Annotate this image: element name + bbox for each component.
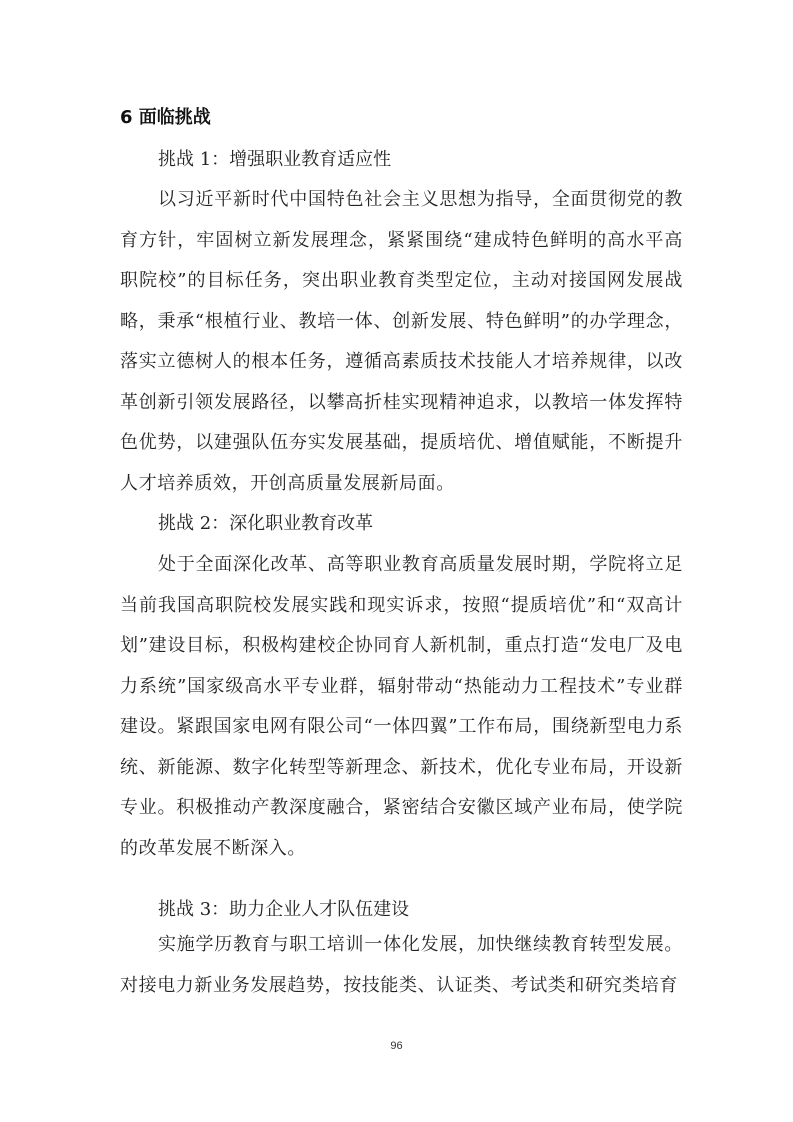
challenge-3-body: 实施学历教育与职工培训一体化发展，加快继续教育转型发展。对接电力新业务发展趋势，按技能类、认证类、考试类和研究类培育 <box>120 934 683 996</box>
challenge-2-title: 挑战 2：深化职业教育改革 <box>158 513 374 534</box>
page-number: 96 <box>390 1040 403 1052</box>
section-heading: 6 面临挑战 <box>120 107 211 128</box>
challenge-1-title: 挑战 1：增强职业教育适应性 <box>158 149 392 170</box>
challenge-3-title: 挑战 3：助力企业人才队伍建设 <box>158 899 410 920</box>
challenge-2-body: 处于全面深化改革、高等职业教育高质量发展时期，学院将立足当前我国高职院校发展实践和现实诉求，按照“提质培优”和“双高计划”建设目标，积极构建校企协同育人新机制，重点打造“发电厂及电力系统”国家级高水平专业群，辐射带动“热能动力工程技术”专业群建设。紧跟国家电网有限公司“一体四翼”工作布局，围绕新型电力系统、新能源、数字化转型等新理念、新技术，优化专业布局，开设新专业。积极推动产教深度融合，紧密结合安徽区域产业布局，使学院的改革发展不断深入。 <box>120 554 683 859</box>
challenge-1-body: 以习近平新时代中国特色社会主义思想为指导，全面贯彻党的教育方针，牢固树立新发展理念，紧紧围绕“建成特色鲜明的高水平高职院校”的目标任务，突出职业教育类型定位，主动对接国网发展战略，秉承“根植行业、教培一体、创新发展、特色鲜明”的办学理念，落实立德树人的根本任务，遵循高素质技术技能人才培养规律，以改革创新引领发展路径，以攀高折桂实现精神追求，以教培一体发挥特色优势，以建强队伍夯实发展基础，提质培优、增值赋能，不断提升人才培养质效，开创高质量发展新局面。 <box>120 189 683 494</box>
